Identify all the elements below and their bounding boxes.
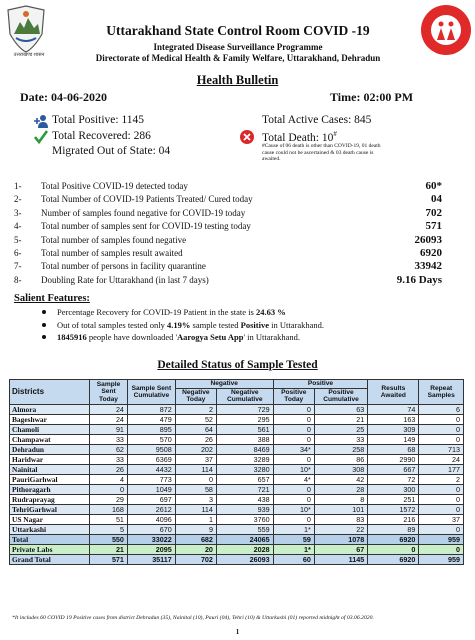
table-row	[10, 514, 464, 524]
header-sample-sent-today: Sample Sent Today	[90, 380, 128, 405]
list-item	[14, 180, 454, 193]
table-cell: 0	[273, 494, 314, 504]
header-positive-cumulative: Positive Cumulative	[314, 389, 367, 405]
item-value: 33942	[414, 260, 442, 273]
table-cell: 0	[419, 524, 464, 534]
table-cell: 561	[216, 424, 273, 434]
table-cell: 33	[90, 434, 128, 444]
item-number: 5-	[14, 234, 22, 245]
table-cell: 300	[368, 484, 419, 494]
table-cell: 42	[314, 474, 367, 484]
table-cell: 959	[419, 534, 464, 544]
header-negative: Negative	[175, 380, 273, 389]
item-text: Total Number of COVID-19 Patients Treated/ Cured today	[41, 194, 253, 205]
table-row	[10, 504, 464, 514]
table-cell: 9	[175, 524, 216, 534]
header-negative-cumulative: Negative Cumulative	[216, 389, 273, 405]
table-cell: 0	[419, 504, 464, 514]
table-row	[10, 444, 464, 454]
table-cell: 682	[175, 534, 216, 544]
bulletin-date: Date: 04-06-2020	[20, 90, 107, 104]
table-cell: 309	[368, 424, 419, 434]
health-bulletin-heading: Health Bulletin	[196, 73, 279, 87]
table-cell: 0	[273, 514, 314, 524]
table-cell: 59	[273, 534, 314, 544]
table-cell: 570	[127, 434, 175, 444]
table-cell: 0	[90, 484, 128, 494]
total-recovered: Total Recovered: 286	[52, 130, 151, 142]
table-cell: 24	[90, 404, 128, 414]
table-cell: 24	[90, 414, 128, 424]
salient-features-list	[40, 307, 460, 345]
table-row	[10, 404, 464, 414]
item-number: 3-	[14, 207, 22, 218]
table-cell: 1049	[127, 484, 175, 494]
page-number: 1	[235, 628, 240, 636]
table-cell: 35117	[127, 554, 175, 564]
table-cell: 657	[216, 474, 273, 484]
death-marker: #	[333, 130, 337, 138]
table-cell: 1*	[273, 524, 314, 534]
table-cell: 2990	[368, 454, 419, 464]
district-name-cell: PauriGarhwal	[10, 474, 90, 484]
total-death	[262, 130, 337, 144]
table-cell: 939	[216, 504, 273, 514]
table-row	[10, 474, 464, 484]
table-cell: 1572	[368, 504, 419, 514]
death-cause-note: #Cause of 06 death is other than COVID-19, 01 death cause could not be ascertained & 03 death cause is awaited.	[262, 143, 381, 162]
district-name-cell: Total	[10, 534, 90, 544]
item-number: 2-	[14, 194, 22, 205]
table-cell: 24065	[216, 534, 273, 544]
table-cell: 33	[90, 454, 128, 464]
table-cell: 8469	[216, 444, 273, 454]
item-value: 571	[425, 220, 442, 233]
district-name-cell: Rudraprayag	[10, 494, 90, 504]
bullet-text: sample tested	[190, 319, 241, 330]
table-cell: 21	[90, 544, 128, 554]
table-row-total	[10, 534, 464, 544]
bullet-positivity	[40, 320, 460, 333]
table-cell: 51	[90, 514, 128, 524]
table-cell: 62	[90, 444, 128, 454]
table-cell: 202	[175, 444, 216, 454]
table-cell: 773	[127, 474, 175, 484]
table-cell: 60	[273, 554, 314, 564]
uttarakhand-government-emblem	[4, 4, 48, 54]
table-cell: 308	[314, 464, 367, 474]
national-health-mission-logo	[420, 4, 472, 56]
district-name-cell: Chamoli	[10, 424, 90, 434]
migrated-out-of-state: Migrated Out of State: 04	[52, 145, 171, 157]
bullet-text: Percentage Recovery for COVID-19 Patient in the state is	[57, 307, 256, 317]
table-cell: 6920	[368, 554, 419, 564]
table-cell: 895	[127, 424, 175, 434]
table-cell: 729	[216, 404, 273, 414]
header-districts: Districts	[10, 380, 90, 405]
report-subtitle-directorate: Directorate of Medical Health & Family Welfare, Uttarakhand, Dehradun	[95, 53, 381, 63]
district-name-cell: Almora	[10, 404, 90, 414]
table-cell: 26	[90, 464, 128, 474]
table-cell: 21	[314, 414, 367, 424]
table-cell: 22	[314, 524, 367, 534]
item-value: 60*	[425, 180, 442, 192]
table-cell: 26093	[216, 554, 273, 564]
item-text: Total Positive COVID-19 detected today	[41, 181, 188, 191]
table-cell: 0	[273, 434, 314, 444]
sample-status-table	[9, 379, 464, 565]
detailed-status-heading: Detailed Status of Sample Tested	[157, 359, 318, 371]
total-positive: Total Positive: 1145	[52, 114, 145, 126]
table-cell: 4096	[127, 514, 175, 524]
list-item	[14, 260, 454, 273]
bullet-text: in Uttarakhand.	[269, 319, 324, 330]
district-name-cell: Bageshwar	[10, 414, 90, 424]
table-cell: 58	[175, 484, 216, 494]
table-cell: 1145	[314, 554, 367, 564]
table-row	[10, 524, 464, 534]
list-item	[14, 274, 454, 287]
header-repeat-samples: Repeat Samples	[419, 380, 464, 405]
total-death-label: Total Death: 10	[262, 131, 334, 144]
list-item	[14, 234, 454, 247]
table-cell: 479	[127, 414, 175, 424]
table-cell: 9508	[127, 444, 175, 454]
bulletin-time: Time: 02:00 PM	[330, 90, 414, 104]
checkmark-icon	[34, 130, 48, 144]
table-cell: 872	[127, 404, 175, 414]
table-cell: 702	[175, 554, 216, 564]
bullet-recovery	[40, 307, 460, 320]
total-active-cases: Total Active Cases: 845	[262, 114, 372, 126]
table-cell: 3760	[216, 514, 273, 524]
table-row-grand-total	[10, 554, 464, 564]
table-cell: 0	[368, 544, 419, 554]
table-cell: 216	[368, 514, 419, 524]
table-cell: 0	[273, 414, 314, 424]
table-cell: 114	[175, 504, 216, 514]
positive-word: Positive	[240, 319, 269, 330]
table-cell: 388	[216, 434, 273, 444]
table-cell: 4	[90, 474, 128, 484]
table-cell: 0	[419, 434, 464, 444]
table-cell: 0	[273, 454, 314, 464]
salient-features-heading: Salient Features:	[14, 293, 90, 304]
table-cell: 177	[419, 464, 464, 474]
item-text: Total number of samples sent for COVID-19 testing today	[41, 221, 251, 232]
table-cell: 550	[90, 534, 128, 544]
table-cell: 721	[216, 484, 273, 494]
table-cell: 2095	[127, 544, 175, 554]
table-cell: 670	[127, 524, 175, 534]
district-name-cell: Uttarkashi	[10, 524, 90, 534]
table-cell: 438	[216, 494, 273, 504]
table-cell: 168	[90, 504, 128, 514]
table-row	[10, 424, 464, 434]
item-value: 04	[431, 193, 442, 206]
table-cell: 0	[419, 494, 464, 504]
table-cell: 0	[175, 474, 216, 484]
table-cell: 72	[368, 474, 419, 484]
item-text: Total number of samples result awaited	[41, 247, 183, 258]
item-text: Doubling Rate for Uttarakhand (in last 7 days)	[41, 274, 209, 285]
table-footnote: *It includes 60 COVID 19 Positive cases from district Dehradun (35), Nainital (10), Pauri (04), Tehri (10) & Uttarkashi (01) reported midnight of 03.06.2020.	[12, 615, 374, 621]
table-cell: 68	[368, 444, 419, 454]
table-row	[10, 464, 464, 474]
table-cell: 25	[314, 424, 367, 434]
table-cell: 10*	[273, 504, 314, 514]
table-row	[10, 454, 464, 464]
table-row	[10, 414, 464, 424]
table-cell: 697	[127, 494, 175, 504]
table-row-private-labs	[10, 544, 464, 554]
item-value: 6920	[420, 246, 442, 259]
district-name-cell: Private Labs	[10, 544, 90, 554]
app-name: Aarogya Setu App	[177, 332, 244, 342]
table-cell: 959	[419, 554, 464, 564]
table-cell: 34*	[273, 444, 314, 454]
table-row	[10, 434, 464, 444]
bulletin-items-list	[14, 180, 454, 287]
table-cell: 1078	[314, 534, 367, 544]
bullet-text: ' in Uttarakhand.	[243, 332, 301, 342]
table-cell: 101	[314, 504, 367, 514]
table-cell: 37	[175, 454, 216, 464]
report-subtitle-programme: Integrated Disease Surveillance Programme	[153, 42, 323, 52]
district-name-cell: Pithoragarh	[10, 484, 90, 494]
table-cell: 258	[314, 444, 367, 454]
table-cell: 2612	[127, 504, 175, 514]
header-results-awaited: Results Awaited	[368, 380, 419, 405]
table-cell: 667	[368, 464, 419, 474]
table-cell: 1	[175, 514, 216, 524]
table-cell: 0	[419, 414, 464, 424]
table-cell: 114	[175, 464, 216, 474]
table-cell: 33	[314, 434, 367, 444]
header-positive-today: Positive Today	[273, 389, 314, 405]
table-cell: 0	[419, 544, 464, 554]
district-name-cell: Dehradun	[10, 444, 90, 454]
table-cell: 571	[90, 554, 128, 564]
list-item	[14, 220, 454, 233]
table-cell: 37	[419, 514, 464, 524]
list-item	[14, 193, 454, 206]
table-cell: 20	[175, 544, 216, 554]
table-cell: 26	[175, 434, 216, 444]
table-cell: 0	[419, 424, 464, 434]
item-value: 702	[425, 206, 442, 219]
item-number: 6-	[14, 247, 22, 258]
table-cell: 5	[90, 524, 128, 534]
header-negative-today: Negative Today	[175, 389, 216, 405]
table-cell: 91	[90, 424, 128, 434]
table-cell: 74	[368, 404, 419, 414]
table-cell: 86	[314, 454, 367, 464]
table-cell: 0	[273, 404, 314, 414]
recovery-percentage: 24.63 %	[255, 307, 286, 317]
header-sample-sent-cumulative: Sample Sent Cumulative	[127, 380, 175, 405]
table-cell: 52	[175, 414, 216, 424]
table-cell: 2028	[216, 544, 273, 554]
district-name-cell: Nainital	[10, 464, 90, 474]
table-cell: 6920	[368, 534, 419, 544]
positivity-percentage: 4.19%	[167, 319, 191, 330]
item-number: 4-	[14, 221, 22, 232]
item-text: Total number of persons in facility quarantine	[41, 261, 206, 272]
table-cell: 89	[368, 524, 419, 534]
table-cell: 0	[419, 484, 464, 494]
table-cell: 33022	[127, 534, 175, 544]
table-cell: 559	[216, 524, 273, 534]
table-cell: 1*	[273, 544, 314, 554]
item-number: 1-	[14, 181, 22, 191]
table-cell: 713	[419, 444, 464, 454]
table-cell: 67	[314, 544, 367, 554]
left-logo-caption: उत्तराखण्ड शासन	[13, 53, 45, 58]
table-cell: 24	[419, 454, 464, 464]
item-value: 26093	[414, 233, 442, 246]
table-cell: 4*	[273, 474, 314, 484]
table-cell: 0	[273, 484, 314, 494]
table-cell: 8	[314, 494, 367, 504]
item-value: 9.16 Days	[396, 273, 442, 286]
bullet-aarogya-setu	[40, 332, 460, 345]
table-cell: 295	[216, 414, 273, 424]
download-count: 1845916	[57, 332, 87, 342]
district-name-cell: Haridwar	[10, 454, 90, 464]
table-row	[10, 484, 464, 494]
table-cell: 149	[368, 434, 419, 444]
table-cell: 6	[419, 404, 464, 414]
table-cell: 28	[314, 484, 367, 494]
item-number: 8-	[14, 274, 22, 285]
table-cell: 251	[368, 494, 419, 504]
table-cell: 83	[314, 514, 367, 524]
district-name-cell: TehriGarhwal	[10, 504, 90, 514]
item-number: 7-	[14, 261, 22, 272]
table-cell: 2	[175, 404, 216, 414]
list-item	[14, 247, 454, 260]
table-cell: 3289	[216, 454, 273, 464]
header-positive: Positive	[273, 380, 368, 389]
bullet-text: Out of total samples tested only	[57, 319, 168, 330]
district-name-cell: Champawat	[10, 434, 90, 444]
table-cell: 6369	[127, 454, 175, 464]
table-cell: 163	[368, 414, 419, 424]
report-title: Uttarakhand State Control Room COVID -19	[106, 23, 370, 38]
table-cell: 3280	[216, 464, 273, 474]
add-person-icon	[34, 114, 48, 128]
table-cell: 2	[419, 474, 464, 484]
district-name-cell: Grand Total	[10, 554, 90, 564]
list-item	[14, 207, 454, 220]
cross-circle-icon	[240, 130, 254, 144]
table-cell: 29	[90, 494, 128, 504]
table-cell: 4432	[127, 464, 175, 474]
table-cell: 64	[175, 424, 216, 434]
item-text: Number of samples found negative for COVID-19 today	[41, 207, 246, 218]
table-cell: 63	[314, 404, 367, 414]
item-text: Total number of samples found negative	[41, 234, 187, 245]
table-row	[10, 494, 464, 504]
district-name-cell: US Nagar	[10, 514, 90, 524]
table-cell: 10*	[273, 464, 314, 474]
table-cell: 3	[175, 494, 216, 504]
table-cell: 0	[273, 424, 314, 434]
bullet-text: people have downloaded '	[86, 332, 178, 342]
